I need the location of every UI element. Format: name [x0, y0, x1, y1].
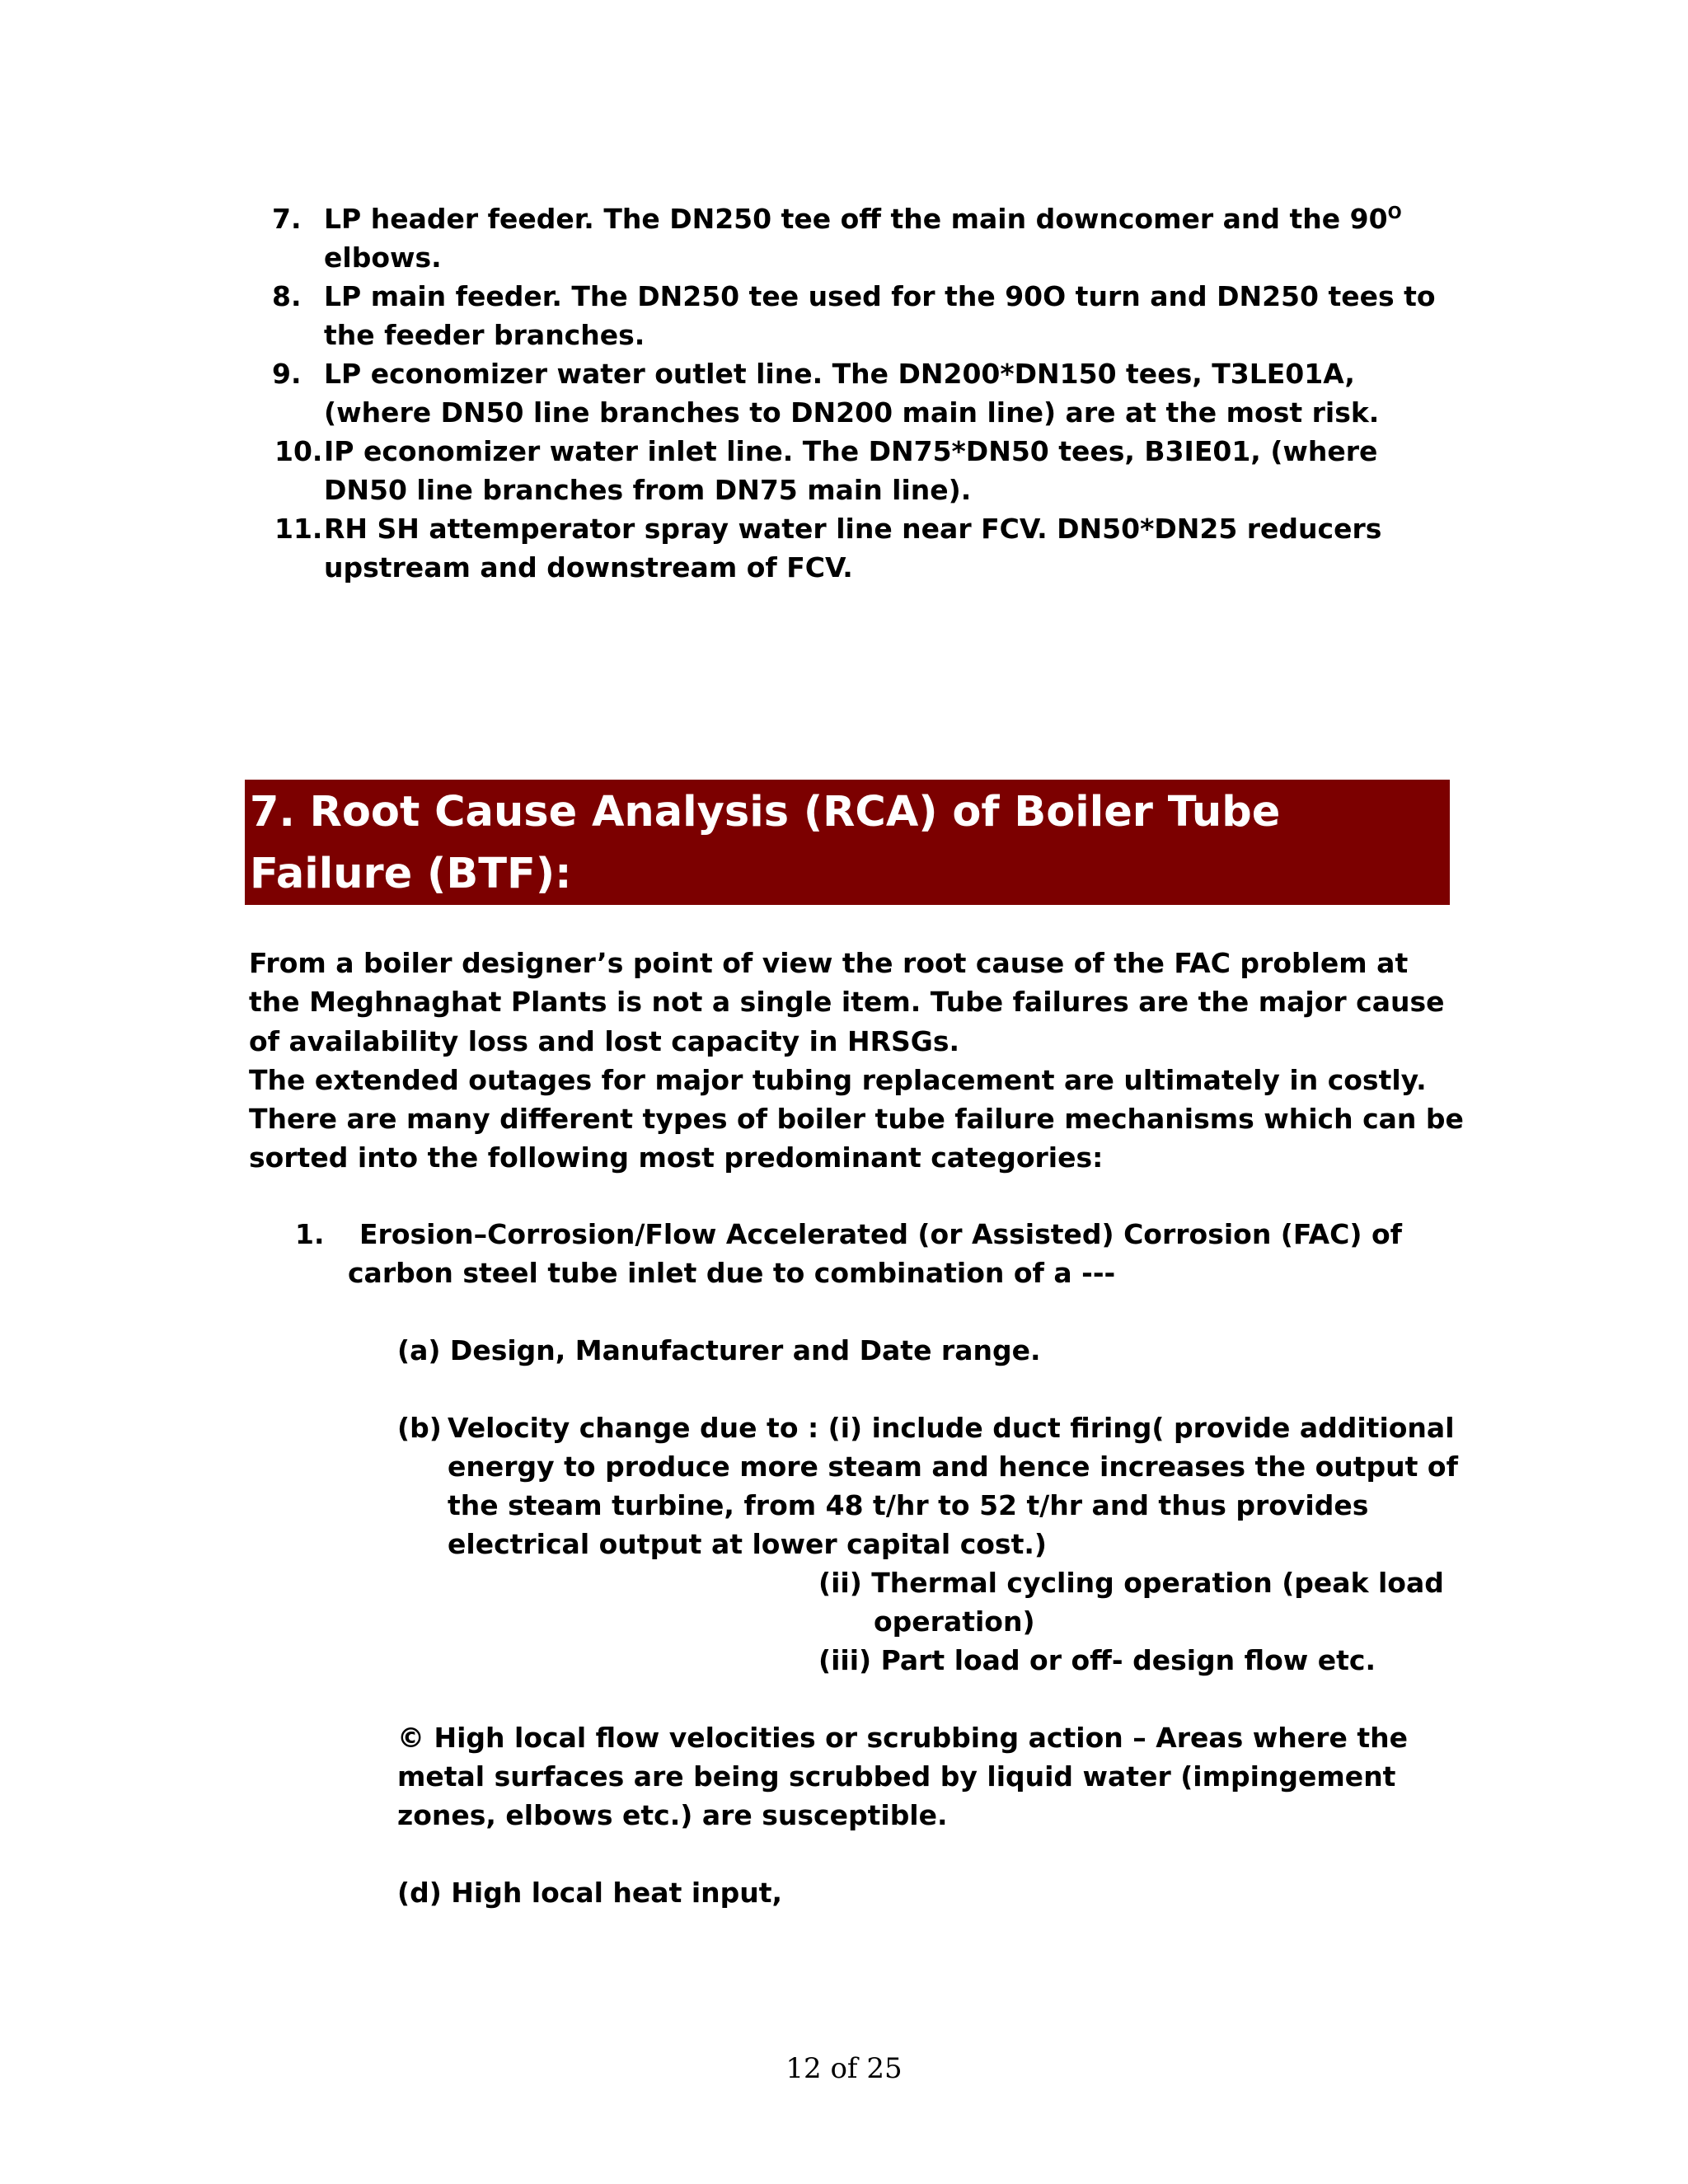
sub-item-b-ii-cont: operation) [874, 1605, 1035, 1638]
sub-item-b-line: Velocity change due to : (i) include duct firing( provide additional [448, 1412, 1455, 1444]
sub-item-b-line: electrical output at lower capital cost.) [448, 1528, 1047, 1560]
category-title-cont: carbon steel tube inlet due to combination of a --- [348, 1257, 1116, 1289]
sub-item-a: (a) Design, Manufacturer and Date range. [397, 1334, 1041, 1366]
sub-item-b-line: the steam turbine, from 48 t/hr to 52 t/hr and thus provides [448, 1489, 1369, 1521]
sub-item-d: (d) High local heat input, [397, 1877, 783, 1909]
category-number: 1. [295, 1218, 325, 1250]
intro-paragraph: From a boiler designer’s point of view the root cause of the FAC problem at the Meghnaghat Plants is not a single item. Tube failures are the major cause of availability loss and lost capacity in HRSGs. The extended outages for major tubing replacement are ultimately in costly. There are many different types of boiler tube failure mechanisms which can be sorted into the following most predominant categories: [249, 947, 1464, 1174]
sub-item-b-label: (b) [397, 1412, 442, 1444]
sub-item-b-ii: (ii) Thermal cycling operation (peak load [818, 1567, 1444, 1599]
section-heading: 7. Root Cause Analysis (RCA) of Boiler Tube Failure (BTF): [245, 780, 1450, 905]
category-title: Erosion–Corrosion/Flow Accelerated (or Assisted) Corrosion (FAC) of [359, 1218, 1402, 1250]
sub-item-c: © High local flow velocities or scrubbing action – Areas where the metal surfaces are being scrubbed by liquid water (impingement zones, elbows etc.) are susceptible. [397, 1722, 1408, 1831]
page-number: 12 of 25 [785, 2052, 903, 2085]
sub-item-b-iii: (iii) Part load or off- design flow etc. [818, 1644, 1376, 1676]
sub-item-b-line: energy to produce more steam and hence increases the output of [448, 1451, 1458, 1483]
